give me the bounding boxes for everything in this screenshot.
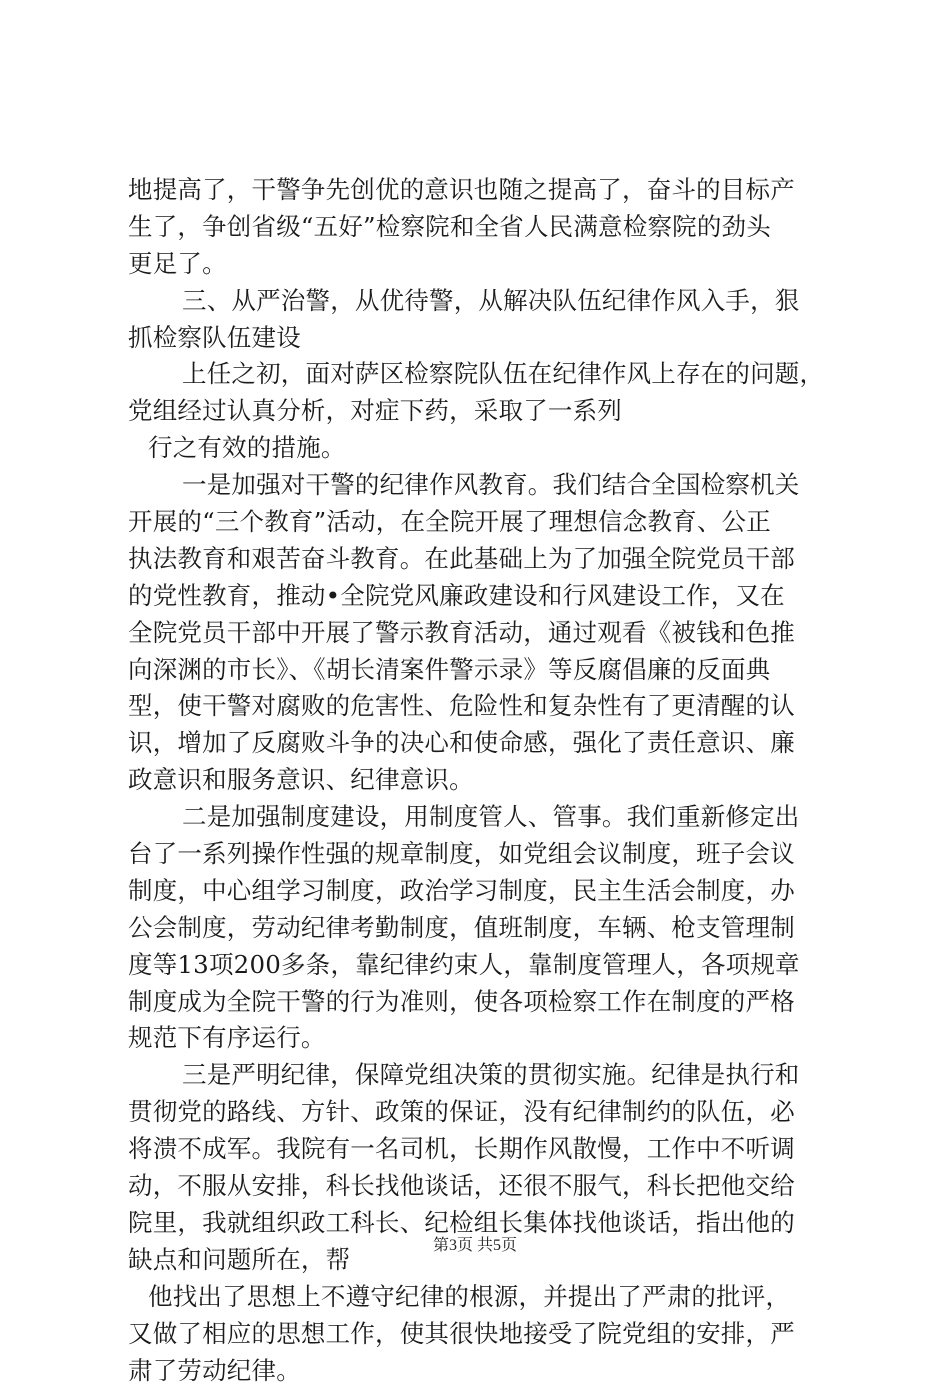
text-line: 规范下有序运行。 [128, 1020, 828, 1057]
text-line: 向深渊的市长》、《胡长清案件警示录》等反腐倡廉的反面典 [128, 652, 828, 689]
text-line: 缺点和问题所在，帮 [128, 1242, 828, 1279]
text-line: 台了一系列操作性强的规章制度，如党组会议制度，班子会议 [128, 836, 828, 873]
text-line: 全院党员干部中开展了警示教育活动，通过观看《被钱和色推 [128, 615, 828, 652]
text-line: 将溃不成军。我院有一名司机，长期作风散慢，工作中不听调 [128, 1131, 828, 1168]
text-line: 开展的“三个教育”活动，在全院开展了理想信念教育、公正 [128, 504, 828, 541]
text-line: 肃了劳动纪律。 [128, 1353, 828, 1389]
document-body [128, 172, 828, 1389]
section-heading-line: 抓检察队伍建设 [128, 320, 828, 357]
text-line: 公会制度，劳动纪律考勤制度，值班制度，车辆、枪支管理制 [128, 910, 828, 947]
text-line: 型，使干警对腐败的危害性、危险性和复杂性有了更清醒的认 [128, 688, 828, 725]
text-line: 生了，争创省级“五好”检察院和全省人民满意检察院的劲头 [128, 209, 828, 246]
text-line: 地提高了，干警争先创优的意识也随之提高了，奋斗的目标产 [128, 172, 828, 209]
text-line: 他找出了思想上不遵守纪律的根源，并提出了严肃的批评， [128, 1279, 828, 1316]
text-line: 执法教育和艰苦奋斗教育。在此基础上为了加强全院党员干部 [128, 541, 828, 578]
text-line: 制度成为全院干警的行为准则，使各项检察工作在制度的严格 [128, 984, 828, 1021]
text-line: 一是加强对干警的纪律作风教育。我们结合全国检察机关 [128, 467, 828, 504]
text-line: 制度，中心组学习制度，政治学习制度，民主生活会制度，办 [128, 873, 828, 910]
text-line: 度等13项200多条，靠纪律约束人，靠制度管理人，各项规章 [128, 947, 828, 984]
text-line: 又做了相应的思想工作，使其很快地接受了院党组的安排，严 [128, 1316, 828, 1353]
text-line: 贯彻党的路线、方针、政策的保证，没有纪律制约的队伍，必 [128, 1094, 828, 1131]
text-line: 上任之初，面对萨区检察院队伍在纪律作风上存在的问题， [128, 356, 828, 393]
text-line: 院里，我就组织政工科长、纪检组长集体找他谈话，指出他的 [128, 1205, 828, 1242]
text-line: 政意识和服务意识、纪律意识。 [128, 762, 828, 799]
text-line: 行之有效的措施。 [128, 430, 828, 467]
text-line: 更足了。 [128, 246, 828, 283]
text-line: 动，不服从安排，科长找他谈话，还很不服气，科长把他交给 [128, 1168, 828, 1205]
text-line: 识，增加了反腐败斗争的决心和使命感，强化了责任意识、廉 [128, 725, 828, 762]
text-line: 党组经过认真分析，对症下药，采取了一系列 [128, 393, 828, 430]
section-heading-line: 三、从严治警，从优待警，从解决队伍纪律作风入手，狠 [128, 283, 828, 320]
text-line: 三是严明纪律，保障党组决策的贯彻实施。纪律是执行和 [128, 1057, 828, 1094]
text-line: 的党性教育，推动•全院党风廉政建设和行风建设工作，又在 [128, 578, 828, 615]
text-line: 二是加强制度建设，用制度管人、管事。我们重新修定出 [128, 799, 828, 836]
page-number-footer: 第3页 共5页 [0, 1232, 950, 1255]
